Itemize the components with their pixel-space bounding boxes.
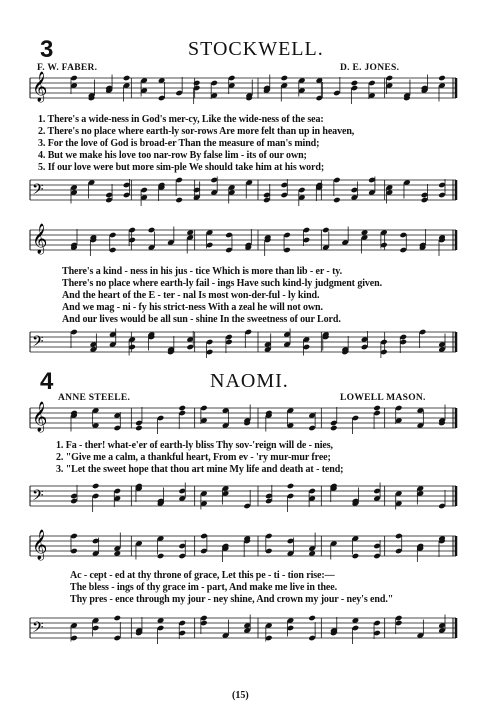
lyric-line: 3. For the love of God is broad-er Than the measure of man's mind;	[38, 138, 320, 149]
hymn-title: STOCKWELL.	[188, 38, 324, 60]
note-head	[193, 80, 201, 87]
page-number: (15)	[232, 690, 249, 701]
note-head	[438, 75, 446, 82]
lyric-line: And our lives would be all sun - shine In the sweetness of our Lord.	[62, 314, 341, 325]
hymn-number: 3	[40, 36, 54, 63]
lyric-line: 2. There's no place where earth-ly sor-rows Are more felt than up in heaven,	[38, 126, 355, 137]
hymn-author: F. W. FABER.	[37, 63, 98, 73]
lyric-line: 2. "Give me a calm, a thankful heart, From ev - 'ry mur-mur free;	[56, 452, 331, 463]
music-staff-bass	[0, 478, 480, 528]
bass-clef-icon: 𝄢	[32, 181, 44, 202]
note-head	[351, 80, 359, 87]
note-head	[330, 425, 338, 432]
note-head	[92, 483, 100, 490]
note-head	[280, 75, 288, 82]
note-head	[123, 75, 131, 82]
lyric-line: 5. If our love were but more sim-ple We should take him at his word;	[38, 162, 325, 173]
lyric-line: 1. Fa - ther! what-e'er of earth-ly bliss Thy sov-'reign will de - nies,	[56, 440, 333, 451]
music-staff-bass	[0, 324, 480, 374]
lyric-line: Ac - cept - ed at thy throne of grace, Let this pe - ti - tion rise:—	[70, 570, 335, 581]
lyric-line: And the heart of the E - ter - nal Is most won-der-ful - ly kind.	[62, 290, 320, 301]
note-head	[114, 615, 122, 622]
note-head	[175, 197, 183, 204]
hymn-author: ANNE STEELE.	[58, 393, 131, 403]
note-head	[178, 405, 186, 412]
music-staff-bass	[0, 172, 480, 222]
bass-clef-icon: 𝄢	[32, 619, 44, 640]
lyric-line: 1. There's a wide-ness in God's mer-cy, Like the wide-ness of the sea:	[38, 114, 324, 125]
hymn-title: NAOMI.	[210, 370, 289, 392]
lyric-line: The bless - ings of thy grace im - part, And make me live in thee.	[70, 582, 337, 593]
lyric-line: There's no place where earth-ly fail - ings Have such kind-ly judgment given.	[62, 278, 382, 289]
hymn-number: 4	[40, 368, 54, 395]
lyric-line: And we mag - ni - fy his strict-ness With a zeal he will not own.	[62, 302, 323, 313]
bass-clef-icon: 𝄢	[32, 333, 44, 354]
treble-clef-icon: 𝄞	[32, 402, 48, 432]
treble-clef-icon: 𝄞	[32, 530, 48, 560]
note-head	[135, 425, 143, 432]
treble-clef-icon: 𝄞	[32, 72, 48, 102]
lyric-line: 3. "Let the sweet hope that thou art mine My life and death at - tend;	[56, 464, 344, 475]
note-head	[287, 483, 295, 490]
hymn-composer: D. E. JONES.	[340, 63, 400, 73]
note-head	[373, 405, 381, 412]
hymn-composer: LOWELL MASON.	[340, 393, 426, 403]
music-staff-treble	[0, 222, 480, 272]
bass-clef-icon: 𝄢	[32, 487, 44, 508]
music-staff-bass	[0, 610, 480, 660]
lyric-line: There's a kind - ness in his jus - tice Which is more than lib - er - ty.	[62, 266, 343, 277]
music-staff-treble	[0, 70, 480, 120]
lyric-line: Thy pres - ence through my jour - ney shine, And crown my jour - ney's end."	[70, 594, 394, 605]
lyric-line: 4. But we make his love too nar-row By false lim - its of our own;	[38, 150, 307, 161]
note-head	[333, 197, 341, 204]
note-head	[308, 615, 316, 622]
treble-clef-icon: 𝄞	[32, 224, 48, 254]
